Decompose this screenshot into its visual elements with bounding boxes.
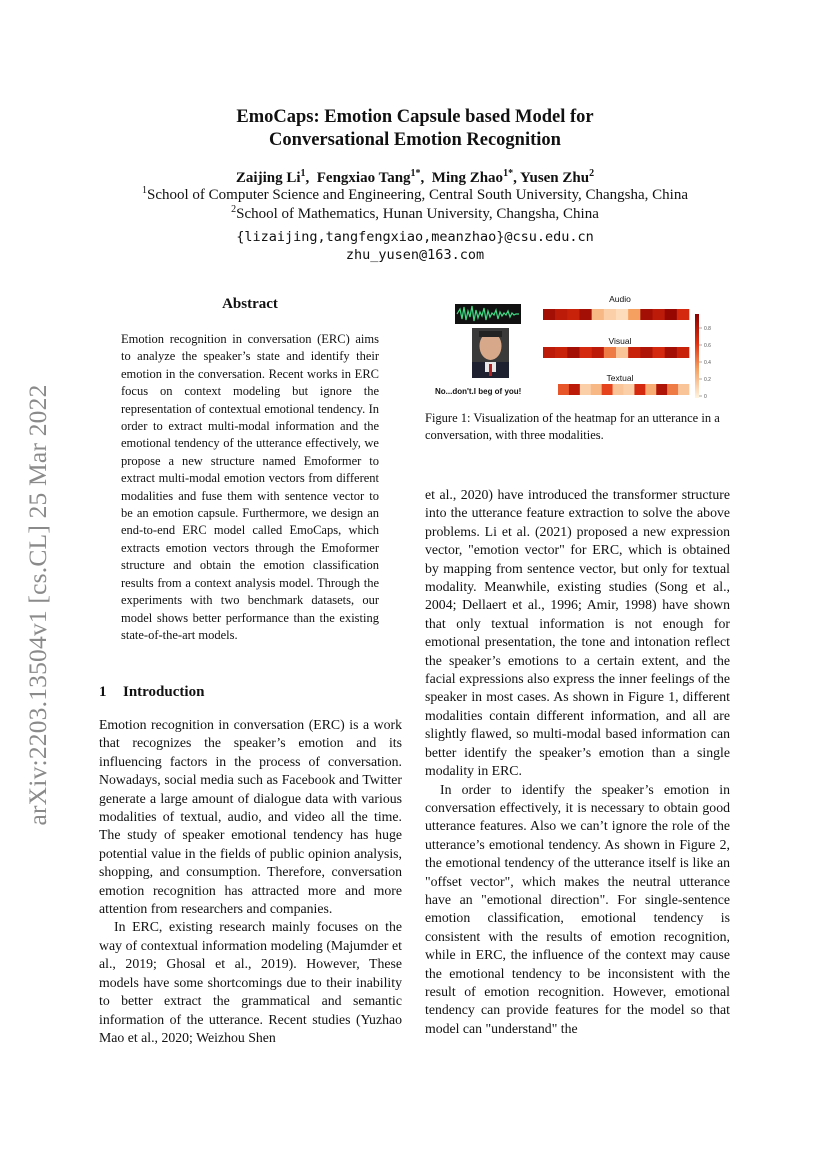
author-list: Zaijing Li$^1$, Fengxiao Tang$^{1*}$, Ming Zhao$^{1*}$, Yusen Zhu$^2$ xyxy=(235,168,595,186)
heatmap-cell xyxy=(628,347,640,358)
heatmap-cell xyxy=(640,309,652,320)
heatmap-cell xyxy=(543,309,555,320)
utterance-text: No...don't.I beg of you! xyxy=(435,387,522,396)
textual-label: Textual xyxy=(606,373,634,383)
heatmap-cell xyxy=(580,347,592,358)
heatmap-cell xyxy=(678,384,689,395)
heatmap-cell xyxy=(592,309,604,320)
title-line-2: Conversational Emotion Recognition xyxy=(269,130,561,150)
title-line-1: EmoCaps: Emotion Capsule based Model for xyxy=(236,107,594,127)
colorbar-tick-label: 0 xyxy=(704,394,707,400)
heatmap-cell xyxy=(665,347,677,358)
heatmap-cell xyxy=(640,347,652,358)
author: Ming Zhao xyxy=(431,170,504,186)
arxiv-id: arXiv:2203.13504v1 [cs.CL] 25 Mar 2022 xyxy=(23,384,52,826)
section-number: 1 xyxy=(99,684,107,700)
affiliation-sup: 2 xyxy=(231,204,237,215)
author-sup: 1* xyxy=(503,168,514,179)
affiliation-text: School of Computer Science and Engineering, Central South University, Changsha, China xyxy=(146,187,688,203)
colorbar-tick-label: 0.6 xyxy=(704,343,711,349)
author: Fengxiao Tang xyxy=(316,170,411,186)
section-heading xyxy=(99,684,204,701)
right-column-body xyxy=(425,486,730,1038)
visual-label: Visual xyxy=(608,336,632,346)
arxiv-sidebar-stamp xyxy=(18,360,58,850)
paragraph: Emotion recognition in conversation (ERC) is a work that recognizes the speaker’s emotion and its influencing factors in the process of conversation. Nowadays, social media such as Facebook and Twitter generate a large amount of dialogue data with various modalities of textual, audio, and video all the time. The study of speaker emotional tendency has huge potential value in the fields of public opinion analysis, shopping, and consumption. Therefore, conversation emotion recognition has attracted more and more attention from researchers and companies. xyxy=(99,717,402,917)
heatmap-cell xyxy=(591,384,602,395)
paragraph: In order to identify the speaker’s emotion in conversation effectively, it is necessary to obtain good utterance features. Also we can’t ignore the role of the utterance’s emotional tendency. As shown in Figure 2, the emotional tendency of the utterance itself is like an "offset vector", which makes the neutral utterance have an "emotional direction". For single-sentence emotion classification, emotional tendency is consistent with the results of emotion recognition, while in ERC, the influence of the context may cause the emotional tendency to be inconsistent with the result of emotion recognition. However, emotional tendency can provide features for the model so that model can "understand" the xyxy=(425,781,730,1036)
affiliation-sup: 1 xyxy=(141,185,147,196)
heatmap-cell xyxy=(653,309,665,320)
section-title: Introduction xyxy=(123,684,205,700)
author-sup: 2 xyxy=(589,168,595,179)
heatmap-cell xyxy=(613,384,624,395)
heatmap-cell xyxy=(677,347,689,358)
affiliation-1 xyxy=(60,187,770,204)
colorbar xyxy=(695,314,711,400)
abstract-body: Emotion recognition in conversation (ERC) aims to analyze the speaker’s state and identify their emotion in the conversation. Recent works in ERC focus on context modeling but ignore the representation of contextual emotional tendency. In order to extract multi-modal information and the emotional tendency of the utterance effectively, we propose a new structure named Emoformer to extract multi-modal emotion vectors from different modalities and fuse them with sentence vector to be an emotion capsule. Furthermore, we design an end-to-end ERC model called EmoCaps, which extracts emotion vectors through the Emoformer structure and obtain the emotion classification results from a context analysis model. Through the experiments with two benchmark datasets, our model shows better performance than the existing state-of-the-art models. xyxy=(121,332,379,642)
visual-heatmap-row xyxy=(543,347,689,358)
paper-title xyxy=(100,106,730,152)
heatmap-cell xyxy=(604,347,616,358)
heatmap-cell xyxy=(604,309,616,320)
heatmap-cell xyxy=(616,309,628,320)
heatmap-cell xyxy=(555,309,567,320)
heatmap-cell xyxy=(656,384,667,395)
heatmap-cell xyxy=(580,309,592,320)
heatmap-cell xyxy=(667,384,678,395)
heatmap-cell xyxy=(602,384,613,395)
colorbar-tick-label: 0.8 xyxy=(704,326,711,332)
abstract-heading: Abstract xyxy=(222,296,278,312)
heatmap-cell xyxy=(543,347,555,358)
affiliation-2 xyxy=(60,206,770,223)
colorbar-tick-label: 0.4 xyxy=(704,360,711,366)
email-line-1: {lizaijing,tangfengxiao,meanzhao}@csu.edu.cn xyxy=(236,229,594,245)
heatmap-cell xyxy=(567,347,579,358)
audio-heatmap-row xyxy=(543,309,689,320)
email-line-2: zhu_yusen@163.com xyxy=(345,247,485,263)
affiliation-text: School of Mathematics, Hunan University, Changsha, China xyxy=(236,206,599,222)
paragraph: In ERC, existing research mainly focuses on the way of contextual information modeling (Majumder et al., 2019; Ghosal et al., 2019). However, These models have some shortcomings due to their inability to better extract the grammatical and semantic information of the utterance. Recent studies (Yuzhao Mao et al., 2020; Weizhou Shen xyxy=(99,919,402,1045)
heatmap-cell xyxy=(634,384,645,395)
paragraph: et al., 2020) have introduced the transformer structure into the utterance feature extraction to solve the above problems. Li et al. (2021) proposed a new expression vector, "emotion vector" for ERC, which is obtained by mapping from sentence vector, but only for textual modality. Meanwhile, existing studies (Song et al., 2004; Dellaert et al., 1996; Amir, 1998) have shown that only textual information is not enough for emotional presentation, the tone and intonation reflect the speaker’s emotions to a certain extent, and the facial expressions also express the inner feelings of the speaker in most cases. As shown in Figure 1, different modalities contain different information, and all are slightly flawed, so multi-modal based information can better identify the speaker’s emotion than a single modality in ERC. xyxy=(425,487,730,779)
heatmap-cell xyxy=(567,309,579,320)
heatmap-cell xyxy=(555,347,567,358)
figure-1 xyxy=(425,290,730,405)
author-sup: 1* xyxy=(410,168,421,179)
heatmap-cell xyxy=(616,347,628,358)
heatmap-cell xyxy=(624,384,635,395)
audio-label: Audio xyxy=(609,294,631,304)
heatmap-cell xyxy=(645,384,656,395)
figure-caption: Figure 1: Visualization of the heatmap for an utterance in a conversation, with three modalities. xyxy=(425,411,720,442)
author: Zaijing Li xyxy=(235,170,301,186)
audio-waveform-icon xyxy=(455,304,521,324)
heatmap-cell xyxy=(665,309,677,320)
author-sup: 1 xyxy=(300,168,306,179)
heatmap-cell xyxy=(592,347,604,358)
heatmap-cell xyxy=(580,384,591,395)
textual-heatmap-row xyxy=(558,384,689,395)
heatmap-cell xyxy=(677,309,689,320)
speaker-face-image xyxy=(472,328,509,378)
left-column-body xyxy=(99,716,402,1047)
heatmap-cell xyxy=(569,384,580,395)
author: Yusen Zhu xyxy=(520,170,590,186)
heatmap-cell xyxy=(558,384,569,395)
heatmap-cell xyxy=(628,309,640,320)
heatmap-cell xyxy=(653,347,665,358)
colorbar-tick-label: 0.2 xyxy=(704,377,711,383)
